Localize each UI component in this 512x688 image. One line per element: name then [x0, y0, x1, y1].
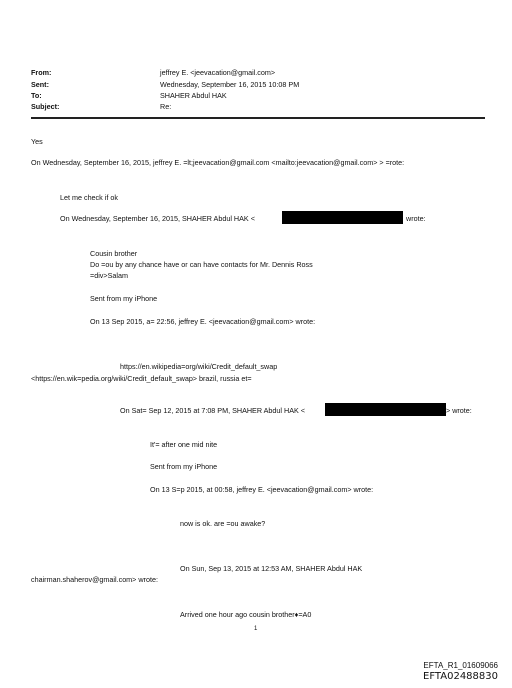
- subject-value: Re:: [160, 102, 172, 111]
- body-line: chairman.shaherov@gmail.com> wrote:: [31, 575, 158, 584]
- redaction-box: [325, 403, 446, 416]
- body-line: https://en.wikipedia=org/wiki/Credit_default_swap: [120, 362, 278, 371]
- body-line: Cousin brother: [90, 249, 138, 258]
- body-line: Arrived one hour ago cousin brother♦=A0: [180, 610, 312, 619]
- body-line: Let me check if ok: [60, 193, 118, 202]
- body-line: On Wednesday, September 16, 2015, jeffrey E. =lt;jeevacation@gmail.com <mailto:jeevacation@gmail.com> > =rote:: [31, 158, 405, 167]
- body-line: On 13 Sep 2015, a= 22:56, jeffrey E. <jeevacation@gmail.com> wrote:: [90, 317, 316, 326]
- header-divider: [31, 117, 485, 119]
- to-value: SHAHER Abdul HAK: [160, 91, 227, 100]
- body-line: wrote:: [406, 214, 426, 223]
- body-line: On Sun, Sep 13, 2015 at 12:53 AM, SHAHER Abdul HAK: [180, 564, 363, 573]
- doc-id-small: EFTA_R1_01609066: [423, 661, 498, 670]
- to-label: To:: [31, 91, 42, 100]
- sent-value: Wednesday, September 16, 2015 10:08 PM: [160, 80, 300, 89]
- body-line: On Wednesday, September 16, 2015, SHAHER Abdul HAK <: [60, 214, 255, 223]
- body-line: On Sat= Sep 12, 2015 at 7:08 PM, SHAHER Abdul HAK <: [120, 406, 305, 415]
- sent-label: Sent:: [31, 80, 49, 89]
- from-label: From:: [31, 68, 52, 77]
- body-line: On 13 S=p 2015, at 00:58, jeffrey E. <jeevacation@gmail.com> wrote:: [150, 485, 374, 494]
- body-line: <https://en.wik=pedia.org/wiki/Credit_default_swap> brazil, russia et=: [31, 374, 252, 383]
- body-line: now is ok. are =ou awake?: [180, 519, 266, 528]
- redaction-box: [282, 211, 403, 224]
- body-line: Yes: [31, 137, 43, 146]
- body-line: > wrote:: [446, 406, 472, 415]
- body-line: =div>Salam: [90, 271, 128, 280]
- subject-label: Subject:: [31, 102, 60, 111]
- from-value: jeffrey E. <jeevacation@gmail.com>: [160, 68, 276, 77]
- body-line: Sent from my iPhone: [150, 462, 218, 471]
- body-line: Do =ou by any chance have or can have contacts for Mr. Dennis Ross: [90, 260, 313, 269]
- body-line: It'= after one mid nite: [150, 440, 218, 449]
- doc-id-large: EFTA02488830: [423, 671, 498, 682]
- body-line: Sent from my iPhone: [90, 294, 158, 303]
- page-number: 1: [254, 626, 258, 632]
